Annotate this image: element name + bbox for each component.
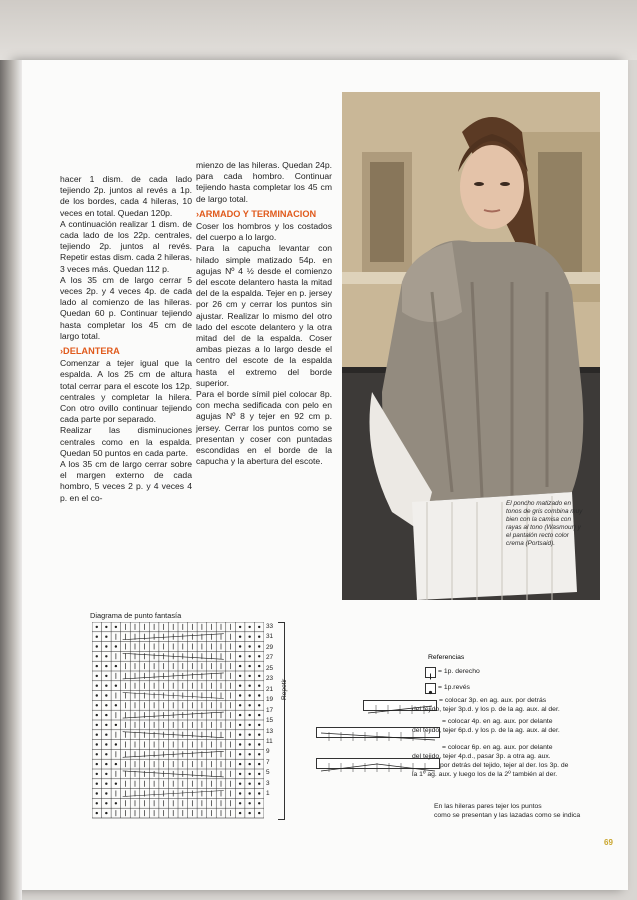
- chart-note-line2: como se presentan y las lazadas como se indica: [434, 812, 581, 819]
- section-heading-armado: ›ARMADO Y TERMINACION: [196, 208, 317, 219]
- text-column-2: [196, 160, 332, 467]
- knit-symbol: [425, 667, 436, 678]
- row-number: 23: [266, 675, 274, 683]
- text-column-1: [60, 174, 192, 504]
- paragraph: hacer 1 dism. de cada lado tejiendo 2p. juntos al revés a 1p. de los bordes, cada 4 hileras, 10 veces en total. Quedan 120p.: [60, 174, 192, 218]
- paragraph: A continuación realizar 1 dism. de cada lado de los 22p. centrales, tejiendo 2p. juntos al revés. Repetir estas dism. cada 2 hileras, 3 veces más. Quedan 112 p.: [60, 218, 192, 274]
- reference-cable-3-line2: del tejido, tejer 3p.d. y los p. de la ag. aux. al der.: [412, 706, 560, 713]
- paragraph: Para la capucha levantar con hilado simple matizado 54p. en agujas Nº 4 ½ desde el comienzo del escote delantero hasta la mitad del de la espalda. Tejer en p. jersey por 26 cm y cerrar los puntos sin ajustar. Realizar lo mismo del otro lado del escote delantero y la otra mitad del de la espalda. Coser ambas piezas a lo largo desde el centro del escote de la espalda hasta el extremo del borde superior.: [196, 243, 332, 388]
- references-title: Referencias: [428, 654, 465, 661]
- stitch-chart: [92, 622, 264, 827]
- reference-cable-3-line1: = colocar 3p. en ag. aux. por detrás: [439, 697, 547, 704]
- reference-purl: = 1p.revés: [438, 684, 470, 691]
- row-number: 15: [266, 717, 274, 725]
- repeat-label: Repetir: [281, 678, 288, 700]
- row-number: 17: [266, 706, 274, 714]
- row-number: 29: [266, 643, 274, 651]
- row-number: 21: [266, 685, 274, 693]
- book-spine-shadow: [0, 60, 22, 900]
- paragraph: Para el borde símil piel colocar 8p. con mecha sedificada con pelo en agujas Nº 8 y tejer en 92 cm p. jersey. Cerrar los puntos como se presentan y coser con puntadas escondidas en el borde de la capucha y la abertura del escote.: [196, 389, 332, 467]
- paragraph: A los 35 cm de largo cerrar sobre el margen externo de cada hombro, 5 veces 2 p. y 4 veces 4 p. en el co-: [60, 459, 192, 503]
- paragraph: Comenzar a tejer igual que la espalda. A los 25 cm de altura total cerrar para el escote los 12p. centrales y completar la hilera. Con otro ovillo continuar tejiendo cada parte por separado.: [60, 358, 192, 425]
- diagram-title: Diagrama de punto fantasía: [90, 611, 182, 620]
- purl-symbol: [425, 683, 436, 694]
- row-number: 27: [266, 654, 274, 662]
- row-number: 13: [266, 727, 274, 735]
- paragraph: Realizar las disminuciones centrales como en la espalda. Quedan 50 puntos en cada parte.: [60, 425, 192, 458]
- page-number: 69: [604, 838, 613, 847]
- row-number: 5: [266, 769, 270, 777]
- reference-cable-6-line4: la 1º ag. aux. y luego los de la 2º también al der.: [412, 771, 558, 778]
- reference-cable-6-line3: por detrás del tejido, tejer al der. los 3p. de: [440, 762, 569, 769]
- row-number: 19: [266, 696, 274, 704]
- row-number: 9: [266, 748, 270, 756]
- paragraph: A los 35 cm de largo cerrar 5 veces 2p. y 4 veces 4p. de cada lado al comienzo de las hileras. Quedan 60 p. Continuar tejiendo hasta completar los 45 cm de largo total.: [60, 274, 192, 341]
- chart-note: [434, 802, 609, 820]
- row-number: 25: [266, 664, 274, 672]
- paragraph: Coser los hombros y los costados del cuerpo a lo largo.: [196, 221, 332, 243]
- reference-knit: = 1p. derecho: [438, 668, 480, 675]
- reference-cable-6-line2: del tejido, tejer 4p.d., pasar 3p. a otra ag. aux.: [412, 753, 551, 760]
- reference-cable-6-line1: = colocar 6p. en ag. aux. por delante: [442, 744, 553, 751]
- paragraph: mienzo de las hileras. Quedan 24p. para cada hombro. Continuar tejiendo hasta completar los 45 cm de largo total.: [196, 160, 332, 204]
- row-number: 33: [266, 623, 274, 630]
- row-number: 7: [266, 758, 270, 766]
- stitch-grid: [92, 622, 264, 822]
- row-numbers: [266, 622, 273, 800]
- scan-top-background: [0, 0, 637, 60]
- photo-caption: El poncho matizado en tonos de gris combina muy bien con la camisa con rayas al tono (Wasmour) y el pantalón recto color crema (Portsaid).: [506, 500, 583, 547]
- section-heading-delantera: ›DELANTERA: [60, 346, 120, 357]
- reference-cable-4-line1: = colocar 4p. en ag. aux. por delante: [442, 718, 553, 725]
- row-number: 31: [266, 633, 274, 641]
- chart-note-line1: En las hileras pares tejer los puntos: [434, 803, 542, 810]
- row-number: 3: [266, 779, 270, 787]
- row-number: 1: [266, 790, 270, 798]
- row-number: 11: [266, 737, 273, 745]
- reference-cable-4-line2: del tejido, tejer 6p.d. y los p. de la ag. aux. al der.: [412, 727, 560, 734]
- repeat-bracket: [278, 622, 285, 820]
